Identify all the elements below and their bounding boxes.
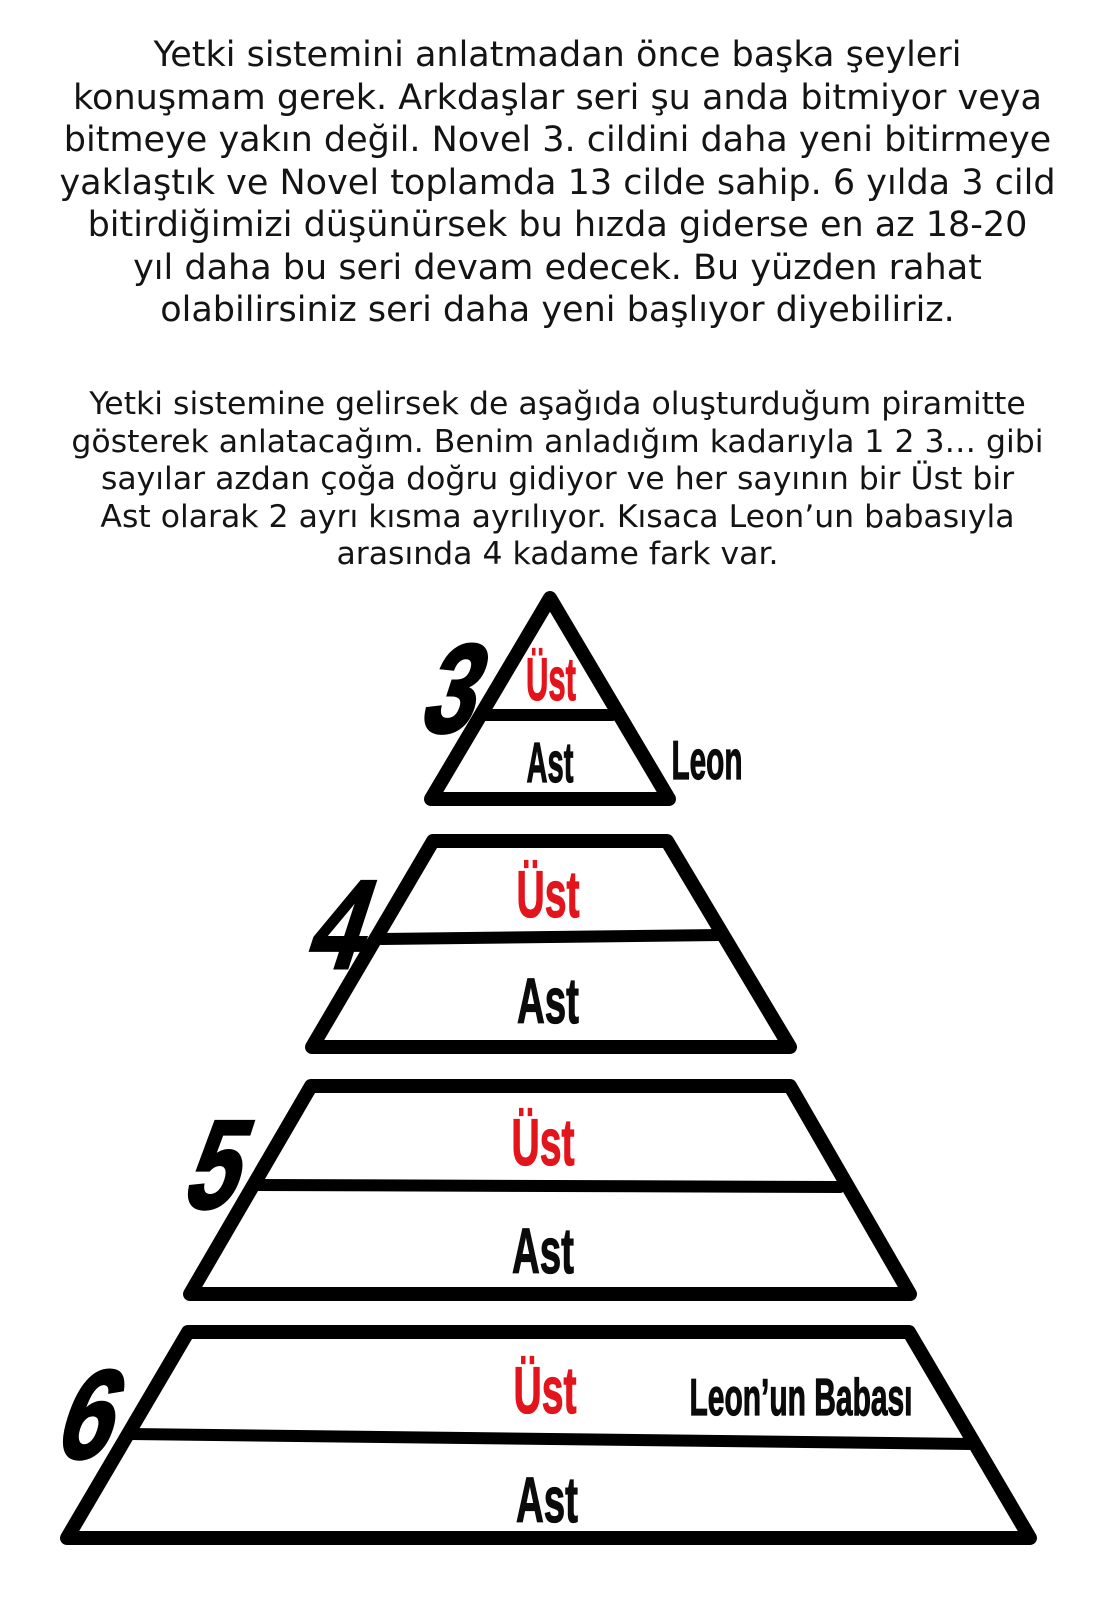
tier-5-upper-label-group xyxy=(512,1105,575,1179)
tier-6 xyxy=(43,1332,1030,1538)
tier-4-level-number: 4 xyxy=(294,854,410,996)
explanation-line: sayılar azdan çoğa doğru gidiyor ve her sayının bir Üst bir xyxy=(100,461,1015,497)
tier-4-divider xyxy=(376,935,722,939)
tier-4-upper-label: Üst xyxy=(516,857,580,931)
tier-3-upper-label-group xyxy=(526,646,576,713)
tier-5-level-number: 5 xyxy=(171,1094,287,1236)
tier-3-lower-label: Ast xyxy=(526,731,574,795)
tier-4-lower-label-group xyxy=(517,965,579,1037)
explanation-line: gösterek anlatacağım. Benim anladığım kadarıyla 1 2 3… gibi xyxy=(71,423,1044,460)
explanation-line: arasında 4 kadame fark var. xyxy=(336,536,779,572)
intro-line: konuşmam gerek. Arkdaşlar seri şu anda bitmiyor veya xyxy=(73,77,1042,118)
intro-line: bitmeye yakın değil. Novel 3. cildini daha yeni bitirmeye xyxy=(63,120,1052,160)
tier-6-lower-label: Ast xyxy=(516,1464,578,1536)
intro-line: olabilirsiniz seri daha yeni başlıyor diyebiliriz. xyxy=(160,290,955,330)
tier-6-level-number: 6 xyxy=(43,1344,159,1486)
tier-6-divider xyxy=(130,1434,972,1444)
explanation-line: Ast olarak 2 ayrı kısma ayrılıyor. Kısaca Leon’un babasıyla xyxy=(100,498,1015,535)
tier-5-lower-label-group xyxy=(512,1215,574,1287)
tier-6-note-leon-father: Leon’un Babası xyxy=(689,1369,913,1427)
tier-4-lower-label: Ast xyxy=(517,965,579,1037)
tier-4 xyxy=(294,841,790,1047)
tier-4-upper-label-group xyxy=(517,857,580,931)
tier-5-upper-label: Üst xyxy=(511,1105,575,1179)
tier-6-upper-label-group xyxy=(514,1353,577,1427)
tier-5-divider xyxy=(256,1185,840,1187)
tier-5-lower-label: Ast xyxy=(512,1215,574,1287)
tier-3-level-number: 3 xyxy=(408,618,524,760)
intro-line: Yetki sistemini anlatmadan önce başka şeyleri xyxy=(153,35,962,75)
intro-line: yıl daha bu seri devam edecek. Bu yüzden rahat xyxy=(133,247,982,288)
tier-5 xyxy=(171,1086,910,1294)
tier-3-note-leon: Leon xyxy=(671,729,743,791)
intro-line: yaklaştık ve Novel toplamda 13 cilde sahip. 6 yılda 3 cild xyxy=(59,162,1056,203)
tier-3-upper-label: Üst xyxy=(526,646,577,713)
intro-line: bitirdiğimizi düşünürsek bu hızda giderse en az 18-20 xyxy=(87,205,1028,245)
explanation-line: Yetki sistemine gelirsek de aşağıda oluşturduğum piramitte xyxy=(89,386,1026,422)
tier-3 xyxy=(408,598,742,799)
tier-6-upper-label: Üst xyxy=(513,1353,577,1427)
